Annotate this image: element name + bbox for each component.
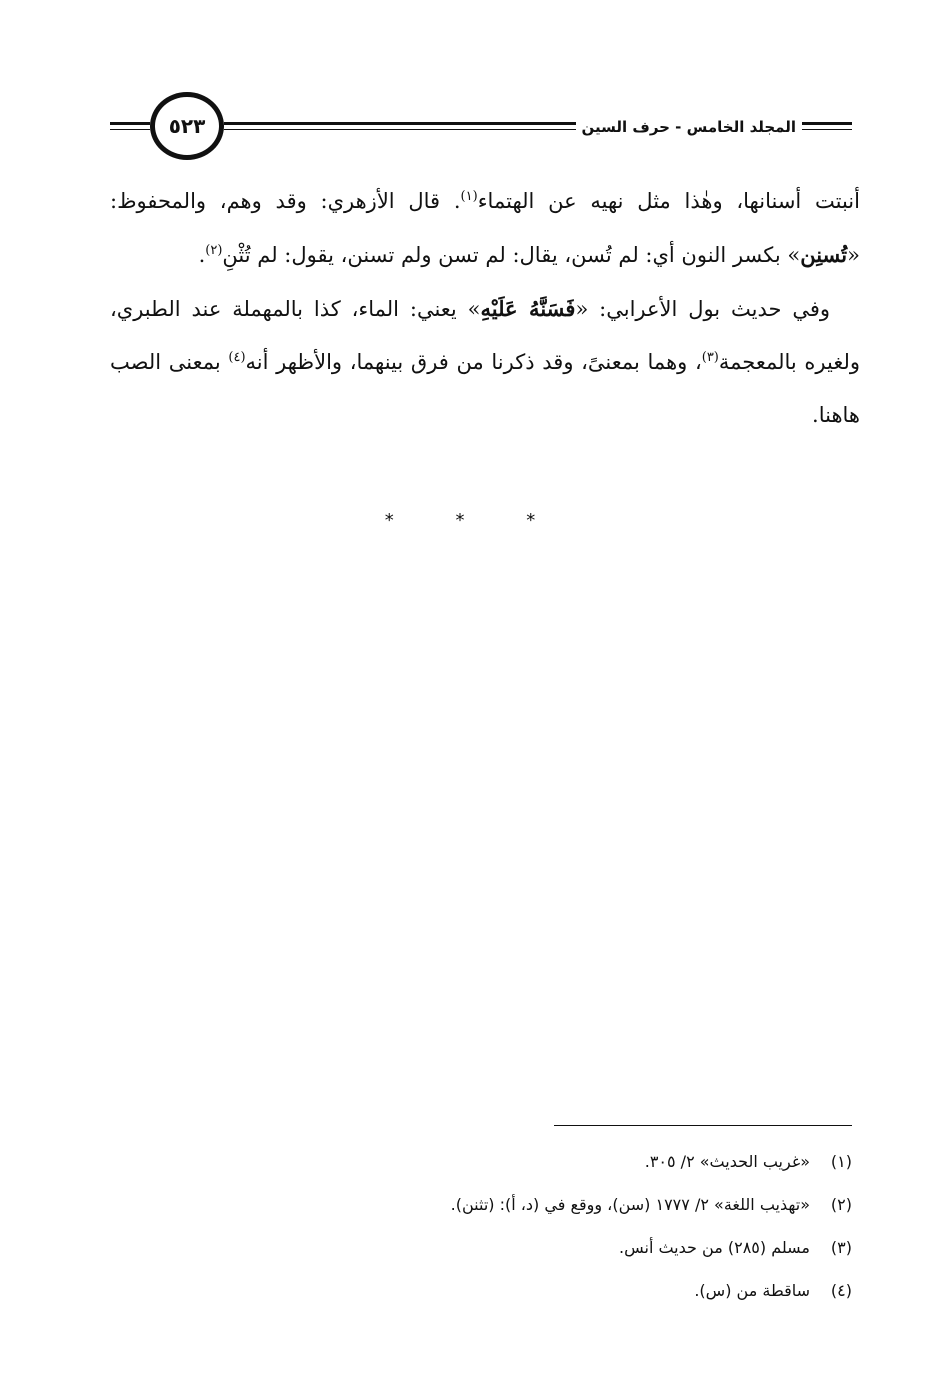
bold-quote: فَسَنَّهُ عَلَيْهِ <box>480 296 576 321</box>
footnote-number: (٤) <box>830 1281 852 1300</box>
footnote-number: (٣) <box>830 1238 852 1257</box>
text-run: . قال الأزهري: وقد وهم، والمحفوظ: « <box>110 189 860 267</box>
footnote-ref-2[interactable]: (٢) <box>205 243 223 258</box>
footnotes <box>92 1140 852 1312</box>
footnote-text: «تهذيب اللغة» ٢/ ١٧٧٧ (سن)، ووقع في (د، أ): (تثنن). <box>450 1195 810 1214</box>
header-rule-left-thin <box>110 129 150 130</box>
footnote-ref-3[interactable]: (٣) <box>701 350 719 365</box>
footnote-text: ساقطة من (س). <box>694 1281 810 1300</box>
text-run: » يعني: الماء، كذا بالمهملة عند الطبري، ولغيره بالمعجمة <box>110 297 861 374</box>
paragraph-1 <box>110 175 860 282</box>
footnote-item <box>92 1140 852 1183</box>
page-number: ٥٢٣ <box>150 92 224 160</box>
footnote-item <box>92 1269 852 1312</box>
footnote-number: (٢) <box>830 1195 852 1214</box>
text-run: وفي حديث بول الأعرابي: « <box>575 297 831 321</box>
paragraph-2 <box>110 282 860 442</box>
footnote-item <box>92 1183 852 1226</box>
bold-word: تُسنِن <box>800 242 848 267</box>
text-run: » بكسر النون أي: لم تُسن، يقال: لم تسن ولم تسنن، يقول: لم تُثْنِ <box>222 243 801 267</box>
text-run: . <box>198 243 206 267</box>
main-text <box>110 175 860 442</box>
text-run: ، وهما بمعنىً، وقد ذكرنا من فرق بينهما، والأظهر أنه <box>245 350 702 374</box>
footnote-item <box>92 1226 852 1269</box>
footnote-text: «غريب الحديث» ٢/ ٣٠٥. <box>644 1152 810 1171</box>
text-run: أنبتت أسنانها، وهٰذا مثل نهيه عن الهتماء <box>477 189 860 213</box>
footnote-text: مسلم (٢٨٥) من حديث أنس. <box>619 1238 810 1257</box>
footnote-ref-4[interactable]: (٤) <box>228 350 246 365</box>
footnote-number: (١) <box>830 1152 852 1171</box>
section-separator: * * * <box>384 510 564 531</box>
footnote-divider <box>554 1125 852 1126</box>
page-header <box>110 92 852 164</box>
running-title: المجلد الخامس - حرف السين <box>576 118 802 136</box>
header-rule-left <box>110 122 150 125</box>
footnote-ref-1[interactable]: (١) <box>460 189 478 204</box>
text-run: بمعنى الصب هاهنا. <box>110 350 860 427</box>
